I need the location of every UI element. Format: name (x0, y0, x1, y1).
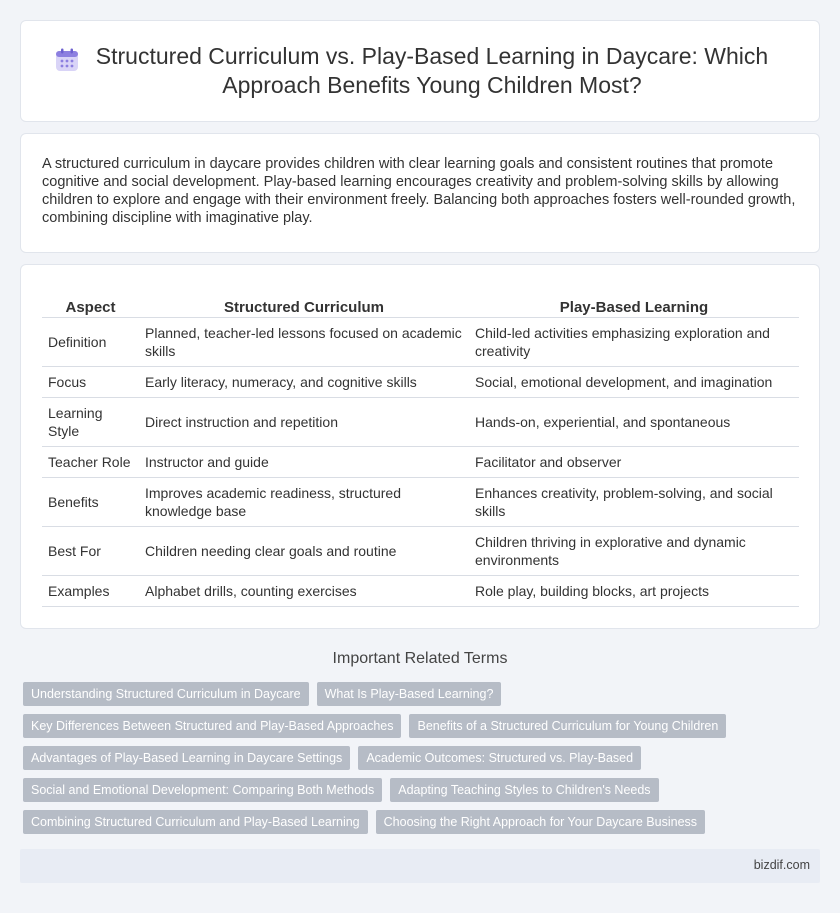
table-header-row (42, 297, 799, 318)
cell-play-based: Enhances creativity, problem-solving, and social skills (469, 478, 799, 527)
cell-play-based: Role play, building blocks, art projects (469, 576, 799, 607)
related-terms-list (23, 682, 803, 834)
related-term-tag[interactable]: Benefits of a Structured Curriculum for Young Children (409, 714, 726, 738)
cell-aspect: Focus (42, 367, 139, 398)
page-title: Structured Curriculum vs. Play-Based Learning in Daycare: Which Approach Benefits Young Children Most? (95, 43, 769, 98)
cell-aspect: Learning Style (42, 398, 139, 447)
cell-aspect: Benefits (42, 478, 139, 527)
header-structured: Structured Curriculum (139, 297, 469, 318)
cell-structured: Children needing clear goals and routine (139, 527, 469, 576)
cell-aspect: Teacher Role (42, 447, 139, 478)
cell-aspect: Definition (42, 318, 139, 367)
comparison-table (42, 297, 799, 607)
cell-aspect: Examples (42, 576, 139, 607)
footer-site-link[interactable]: bizdif.com (753, 858, 810, 872)
header-play-based: Play-Based Learning (469, 297, 799, 318)
related-term-tag[interactable]: Advantages of Play-Based Learning in Daycare Settings (23, 746, 350, 770)
related-term-tag[interactable]: Combining Structured Curriculum and Play-Based Learning (23, 810, 368, 834)
table-row (42, 398, 799, 447)
cell-aspect: Best For (42, 527, 139, 576)
table-row (42, 318, 799, 367)
table-row (42, 527, 799, 576)
cell-structured: Direct instruction and repetition (139, 398, 469, 447)
cell-play-based: Child-led activities emphasizing exploration and creativity (469, 318, 799, 367)
cell-structured: Improves academic readiness, structured knowledge base (139, 478, 469, 527)
intro-card (20, 133, 820, 253)
intro-paragraph: A structured curriculum in daycare provides children with clear learning goals and consistent routines that promote cognitive and social development. Play-based learning encourages creativity and problem-solving skills by allowing children to explore and engage with their environment freely. Balancing both approaches fosters well-rounded growth, combining discipline with imaginative play. (42, 156, 796, 226)
cell-structured: Planned, teacher-led lessons focused on academic skills (139, 318, 469, 367)
related-term-tag[interactable]: What Is Play-Based Learning? (317, 682, 502, 706)
header-aspect: Aspect (42, 297, 139, 318)
table-row (42, 478, 799, 527)
related-term-tag[interactable]: Adapting Teaching Styles to Children's Needs (390, 778, 658, 802)
comparison-card (20, 264, 820, 629)
title-card (20, 20, 820, 122)
related-term-tag[interactable]: Choosing the Right Approach for Your Daycare Business (376, 810, 705, 834)
cell-play-based: Hands-on, experiential, and spontaneous (469, 398, 799, 447)
footer (20, 849, 820, 883)
cell-play-based: Children thriving in explorative and dynamic environments (469, 527, 799, 576)
table-row (42, 447, 799, 478)
related-term-tag[interactable]: Key Differences Between Structured and Play-Based Approaches (23, 714, 401, 738)
table-row (42, 367, 799, 398)
cell-play-based: Facilitator and observer (469, 447, 799, 478)
cell-structured: Alphabet drills, counting exercises (139, 576, 469, 607)
related-term-tag[interactable]: Understanding Structured Curriculum in Daycare (23, 682, 309, 706)
cell-structured: Instructor and guide (139, 447, 469, 478)
cell-play-based: Social, emotional development, and imagination (469, 367, 799, 398)
related-term-tag[interactable]: Academic Outcomes: Structured vs. Play-Based (358, 746, 641, 770)
related-term-tag[interactable]: Social and Emotional Development: Comparing Both Methods (23, 778, 382, 802)
cell-structured: Early literacy, numeracy, and cognitive skills (139, 367, 469, 398)
table-row (42, 576, 799, 607)
related-terms-heading: Important Related Terms (332, 650, 508, 667)
